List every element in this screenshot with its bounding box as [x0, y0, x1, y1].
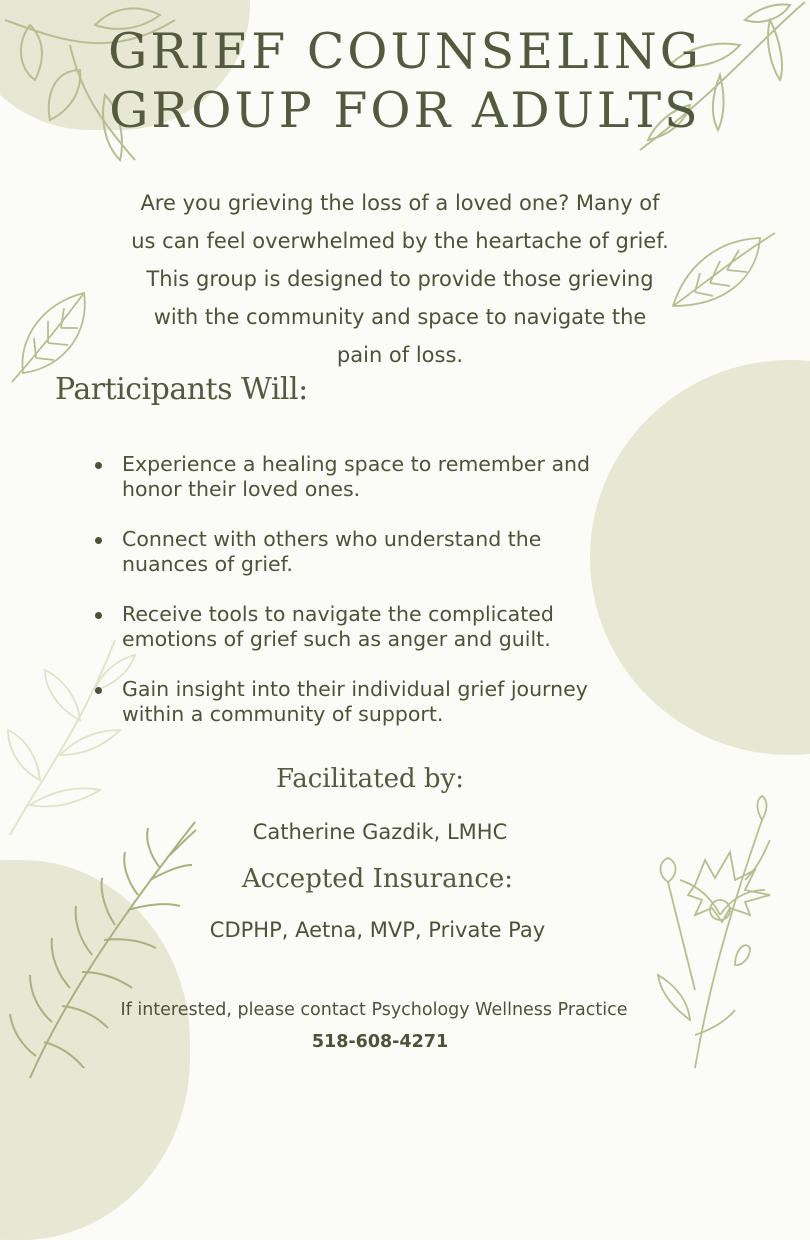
insurance-list: CDPHP, Aetna, MVP, Private Pay [209, 918, 546, 942]
facilitator-name: Catherine Gazdik, LMHC [252, 820, 508, 844]
title-line-1: GRIEF COUNSELING [108, 23, 702, 80]
accepted-insurance-heading: Accepted Insurance: [241, 864, 514, 894]
intro-paragraph: Are you grieving the loss of a loved one? Many of us can feel overwhelmed by the heartache of grief. This group is designed to provide those grieving with the community and space to navigate the pain of loss. [131, 191, 669, 367]
participants-heading: Participants Will: [55, 372, 308, 407]
list-item [95, 602, 615, 652]
list-item [95, 677, 615, 727]
list-item [95, 452, 615, 502]
contact-text: If interested, please contact Psychology Wellness Practice [120, 1000, 628, 1020]
list-item-text: Connect with others who understand the nuances of grief. [122, 527, 542, 576]
list-item [95, 527, 615, 577]
bullet-icon [95, 537, 102, 544]
leaf-outline-right-icon [665, 228, 780, 313]
page-title [0, 22, 810, 140]
title-line-2: GROUP FOR ADULTS [109, 82, 701, 139]
facilitated-by-heading: Facilitated by: [275, 764, 465, 794]
list-item-text: Experience a healing space to remember and honor their loved ones. [122, 452, 591, 501]
bullet-icon [95, 612, 102, 619]
bullet-icon [95, 462, 102, 469]
decorative-blob-right [590, 360, 810, 755]
phone-number: 518-608-4271 [311, 1032, 449, 1052]
participants-list [95, 452, 615, 752]
list-item-text: Receive tools to navigate the complicated emotions of grief such as anger and guilt. [122, 602, 554, 651]
bullet-icon [95, 687, 102, 694]
list-item-text: Gain insight into their individual grief journey within a community of support. [122, 677, 588, 726]
